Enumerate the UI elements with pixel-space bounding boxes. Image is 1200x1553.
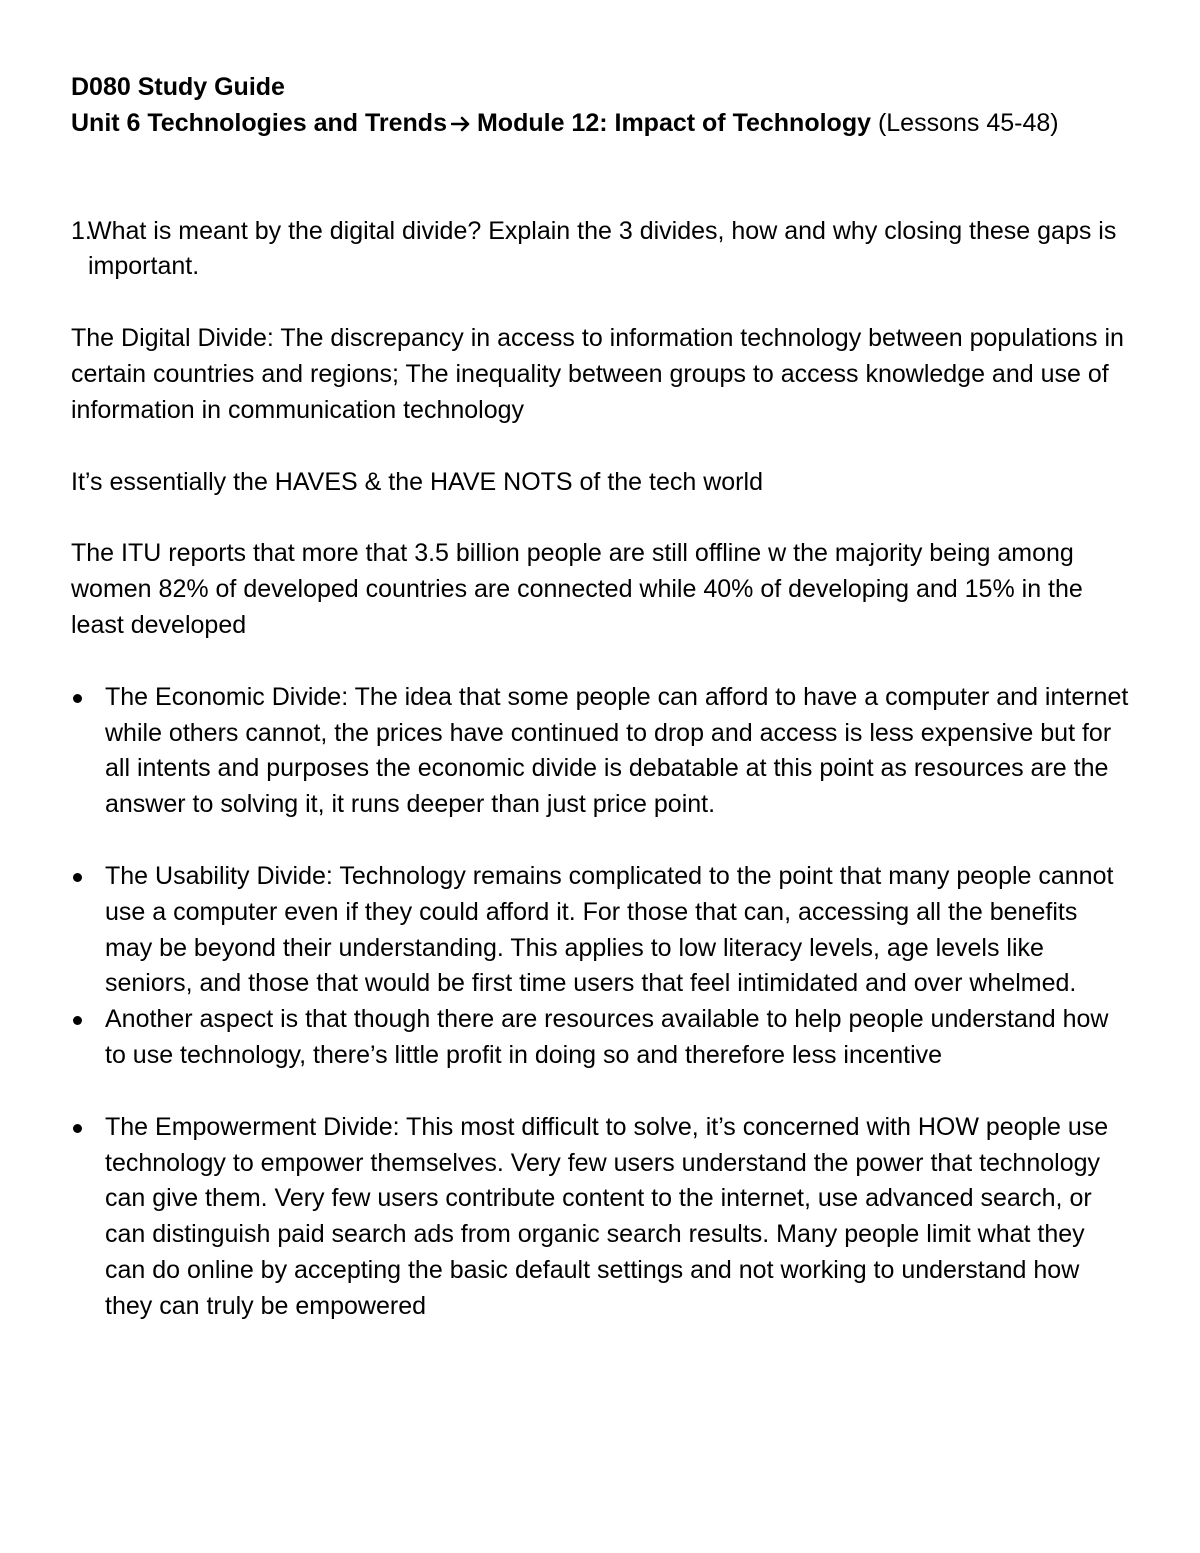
itu-report-paragraph: The ITU reports that more that 3.5 billion people are still offline w the majority being among women 82% of developed countries are connected while 40% of developing and 15% in the least developed (71, 539, 1083, 639)
bullet-icon (73, 1016, 82, 1025)
usability-divide-text: The Usability Divide: Technology remains complicated to the point that many people cannot use a computer even if they could afford it. For those that can, accessing all the benefits may be beyond their understanding. This applies to low literacy levels, age levels like seniors, and those that would be first time users that feel intimidated and over whelmed. (105, 861, 1114, 998)
question-number: 1. (71, 216, 92, 245)
bullet-icon (73, 1124, 82, 1133)
list-item (71, 859, 1131, 1002)
usability-aspect-text: Another aspect is that though there are resources available to help people understand how to use technology, there’s little profit in doing so and therefore less incentive (105, 1005, 1109, 1069)
document-body (71, 70, 1131, 1325)
bullet-icon (73, 873, 82, 882)
haves-have-nots-paragraph: It’s essentially the HAVES & the HAVE NOTS of the tech world (71, 467, 763, 496)
list-item (71, 1002, 1131, 1074)
question-1 (71, 214, 1131, 286)
empowerment-divide-text: The Empowerment Divide: This most difficult to solve, it’s concerned with HOW people use technology to empower themselves. Very few users understand the power that technology can give them. Very few users contribute content to the internet, use advanced search, or can distinguish paid search ads from organic search results. Many people limit what they can do online by accepting the basic default settings and not working to understand how they can truly be empowered (105, 1112, 1109, 1320)
bullet-icon (73, 694, 82, 703)
module-heading: Module 12: Impact of Technology (476, 108, 871, 137)
question-text: What is meant by the digital divide? Explain the 3 divides, how and why closing these gaps is important. (88, 216, 1117, 281)
lessons-range: (Lessons 45-48) (877, 108, 1059, 137)
divides-list (71, 680, 1131, 1325)
economic-divide-text: The Economic Divide: The idea that some people can afford to have a computer and internet while others cannot, the prices have continued to drop and access is less expensive but for all intents and purposes the economic divide is debatable at this point as resources are the answer to solving it, it runs deeper than just price point. (105, 682, 1129, 819)
arrow-right-icon (451, 106, 471, 142)
digital-divide-definition: The Digital Divide: The discrepancy in access to information technology between populations in certain countries and regions; The inequality between groups to access knowledge and use of information in communication technology (71, 324, 1124, 424)
document-title: D080 Study Guide (71, 73, 285, 101)
list-item (71, 680, 1131, 823)
unit-heading: Unit 6 Technologies and Trends (71, 108, 447, 137)
list-item (71, 1110, 1131, 1325)
document-subtitle (71, 106, 1131, 142)
